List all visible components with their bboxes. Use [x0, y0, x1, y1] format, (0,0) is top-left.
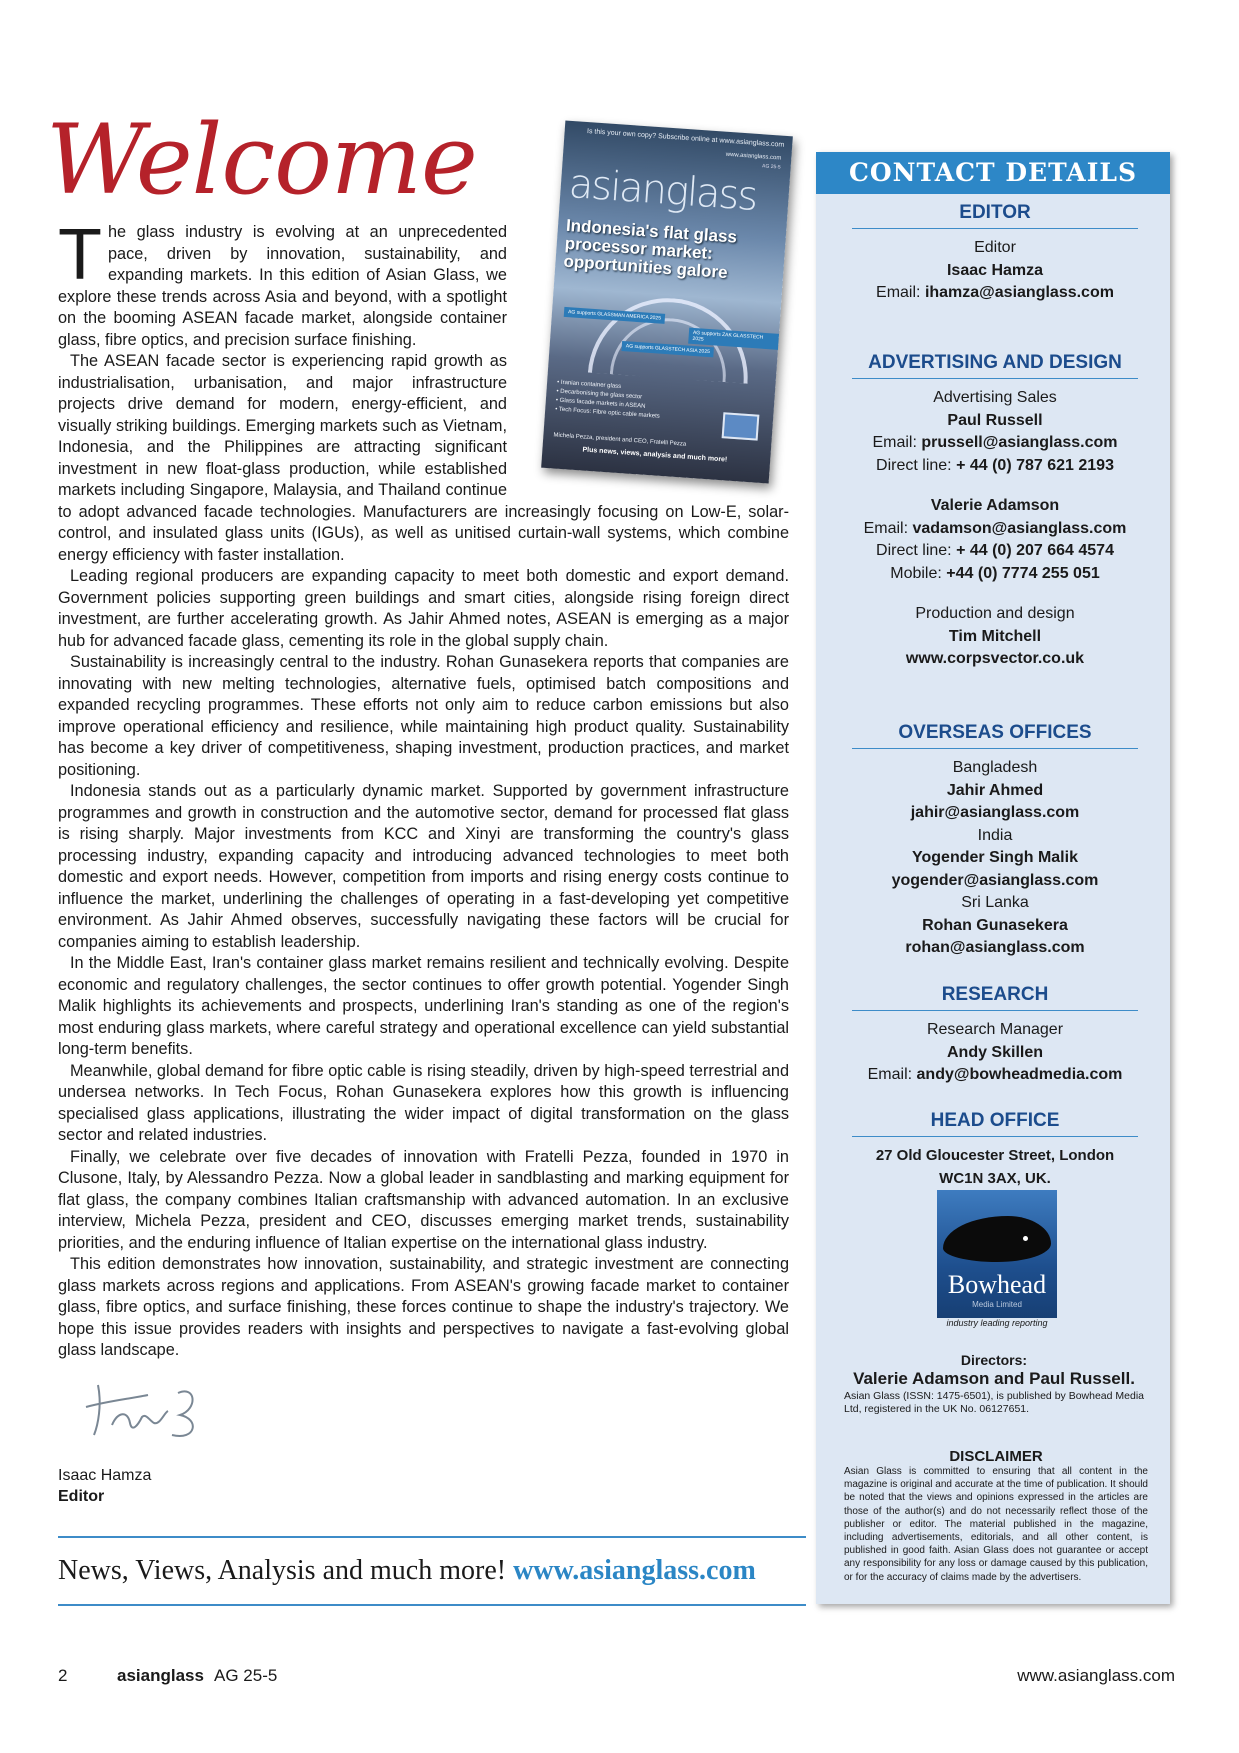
cover-bullet: • Tech Focus: Fibre optic cable markets	[555, 406, 660, 420]
production-website[interactable]: www.corpsvector.co.uk	[905, 650, 1085, 667]
article-paragraph: In the Middle East, Iran's container glass market remains resilient and technically evolving. Despite economic and regulatory challenges, the sector continues to offer growth potential. Yogender Singh Malik highlights its achievements and prospects, underlining Iran's standing as one of the region's most enduring glass markets, where careful strategy and operational excellence can yield substantial long-term benefits.	[58, 954, 789, 1058]
signer-name: Isaac Hamza	[58, 1467, 152, 1484]
logo-tagline: industry leading reporting	[946, 1318, 1048, 1328]
contact-details-panel	[816, 152, 1170, 1604]
welcome-heading: Welcome	[46, 104, 477, 216]
directors-section: Directors: Valerie Adamson and Paul Russell. Asian Glass (ISSN: 1475-6501), is published by Bowhead Media Ltd, registered in the UK No. 06127651.	[844, 1352, 1144, 1415]
editorial-article	[58, 215, 789, 1362]
article-paragraph: Sustainability is increasingly central to the industry. Rohan Gunasekera reports that companies are innovating with new melting technologies, alternative fuels, optimised batch compositions and expanded recycling programmes. These efforts not only aim to reduce carbon emissions but also improve operational efficiency and resilience, while maintaining high product quality. Sustainability has become a key driver of competitiveness, shaping investment, production practices, and market positioning.	[58, 653, 789, 779]
cover-float-spacer	[507, 222, 789, 482]
research-email[interactable]: andy@bowheadmedia.com	[916, 1066, 1123, 1083]
tagline: News, Views, Analysis and much more! www.asianglass.com	[58, 1555, 756, 1586]
editor-signature-image	[68, 1365, 274, 1447]
cover-plus-line: Plus news, views, analysis and much more!	[582, 446, 728, 464]
section-title: RESEARCH	[852, 984, 1138, 1011]
cover-bullet: • Iranian container glass	[556, 379, 622, 390]
advertising-section: ADVERTISING AND DESIGN Advertising Sales Paul Russell Email: prussell@asianglass.com Direct line: + 44 (0) 787 621 2193 Valerie Adamson Email: vadamson@asianglass.com Direct line: + 44 (0) 207 664 4574 Mobile: +44 (0) 7774 255 051 Production and design Tim Mitchell www.corpsvector.co.uk	[852, 352, 1138, 671]
cover-tag-1: AG supports GLASSMAN AMERICA 2025	[564, 307, 666, 324]
cover-interview-line: Michela Pezza, president and CEO, Fratelli Pezza	[553, 432, 687, 448]
overseas-email[interactable]: yogender@asianglass.com	[891, 871, 1099, 889]
whale-icon	[943, 1216, 1051, 1262]
footer-issue: AG 25-5	[214, 1666, 278, 1685]
footer-url[interactable]: www.asianglass.com	[1017, 1666, 1175, 1685]
section-title: HEAD OFFICE	[852, 1110, 1138, 1137]
bowhead-logo: Bowhead Media Limited	[937, 1190, 1057, 1318]
sales-email[interactable]: prussell@asianglass.com	[921, 434, 1118, 451]
cover-headline: Indonesia's flat glass processor market: opportunities galore	[562, 215, 738, 282]
cover-url: www.asianglass.com	[725, 151, 782, 162]
article-paragraph: The ASEAN facade sector is experiencing rapid growth as industrialisation, urbanisation, and major infrastructure projects drive demand for modern, energy-efficient, and visually striking buildings. Emerging markets such as Vietnam, Indonesia, and the Philippines are attracting significant investment in new float-glass production, while established markets including Singapore, Malaysia, and Thailand continue to adopt advanced facade technologies. Manufacturers are increasingly focusing on Low-E, solar-control, and insulated glass units (IGUs), as well as unitised curtain-wall systems, which combine energy efficiency with faster installation.	[58, 352, 789, 564]
section-title: ADVERTISING AND DESIGN	[852, 352, 1138, 379]
whale-eye-icon	[1023, 1236, 1028, 1241]
cover-bullet: • Decarbonising the glass sector	[556, 388, 643, 401]
adamson-email[interactable]: vadamson@asianglass.com	[912, 519, 1127, 537]
article-paragraph: The glass industry is evolving at an unprecedented pace, driven by innovation, sustainability, and expanding markets. In this edition of Asian Glass, we explore these trends across Asia and beyond, with a spotlight on the booming ASEAN facade market, alongside container glass, fibre optics, and precision surface finishing.	[58, 215, 507, 349]
cover-logo: asianglass	[567, 160, 758, 220]
section-title: EDITOR	[852, 202, 1138, 229]
article-paragraph: Indonesia stands out as a particularly dynamic market. Supported by government infrastructure programmes and growth in construction and the automotive sector, demand for processed flat glass is rising sharply. Major investments from KCC and Xinyi are transforming the country's glass processing industry, expanding capacity and introducing advanced technologies to meet both domestic and export needs. However, competition from imports and rising energy costs continue to influence the market, underlining the challenges of operating in a fast-developing yet competitive environment. As Jahir Ahmed observes, successfully navigating these factors will be crucial for companies aiming to establish leadership.	[58, 782, 789, 951]
overseas-email[interactable]: jahir@asianglass.com	[910, 804, 1080, 821]
article-paragraph: Leading regional producers are expanding capacity to meet both domestic and export demand. Government policies supporting green buildings and smart cities, alongside rising foreign direct investment, are further accelerating growth. As Jahir Ahmed notes, ASEAN is emerging as a major hub for advanced facade glass, cementing its role in the global supply chain.	[58, 567, 789, 650]
research-section: RESEARCH Research Manager Andy Skillen Email: andy@bowheadmedia.com	[852, 984, 1138, 1087]
page-number: 2	[58, 1666, 68, 1685]
contact-details-title: CONTACT DETAILS	[816, 152, 1170, 194]
cover-issue: AG 25-5	[761, 163, 781, 171]
site-link[interactable]: www.asianglass.com	[513, 1555, 756, 1586]
signer-role: Editor	[58, 1488, 105, 1505]
cover-subscribe-line: Is this your own copy? Subscribe online at www.asianglass.com	[586, 128, 785, 149]
cover-bullet: • Glass facade markets in ASEAN	[555, 397, 646, 410]
article-paragraph: Meanwhile, global demand for fibre optic cable is rising steadily, driven by high-speed terrestrial and undersea networks. In Tech Focus, Rohan Gunasekera explores how this growth is influencing specialised glass applications, illustrating the wider impact of digital transformation on the glass sector and related industries.	[58, 1061, 789, 1144]
editor-email[interactable]: ihamza@asianglass.com	[924, 284, 1114, 301]
divider	[58, 1536, 806, 1538]
divider	[58, 1604, 806, 1606]
overseas-email[interactable]: rohan@asianglass.com	[905, 939, 1085, 956]
head-office-section: HEAD OFFICE 27 Old Gloucester Street, London WC1N 3AX, UK.	[852, 1110, 1138, 1190]
overseas-section: OVERSEAS OFFICES Bangladesh Jahir Ahmed jahir@asianglass.com India Yogender Singh Malik yogender@asianglass.com Sri Lanka Rohan Gunasekera rohan@asianglass.com	[852, 722, 1138, 960]
drop-cap: T	[58, 215, 102, 295]
section-title: OVERSEAS OFFICES	[852, 722, 1138, 749]
article-paragraph: This edition demonstrates how innovation, sustainability, and strategic investment are connecting glass markets across regions and applications. From ASEAN's growing facade market to container glass, fibre optics, and surface finishing, these forces continue to shape the industry's trajectory. We hope this issue provides readers with insights and perspectives to navigate a fast-evolving global glass landscape.	[58, 1255, 789, 1359]
cover-tag-2: AG supports ZAK GLASSTECH 2025	[688, 328, 779, 350]
disclaimer-section: DISCLAIMER Asian Glass is committed to ensuring that all content in the magazine is original and accurate at the time of publication. It should be noted that the views and opinions expressed in the articles are those of the author(s) and do not necessarily reflect those of the publisher or editor. The material published in the magazine, including advertisements, editorials, and all other content, is published in good faith. Asian Glass does not guarantee or accept any responsibility for any loss or damage caused by this publication, or for the accuracy of claims made by the advertisers.	[844, 1448, 1148, 1583]
footer-brand: asianglass	[117, 1666, 204, 1685]
cover-tag-3: AG supports GLASSTECH ASIA 2025	[621, 341, 714, 357]
editor-section: EDITOR Editor Isaac Hamza Email: ihamza@asianglass.com	[852, 202, 1138, 305]
article-paragraph: Finally, we celebrate over five decades of innovation with Fratelli Pezza, founded in 1970 in Clusone, Italy, by Alessandro Pezza. Now a global leader in sandblasting and marking equipment for flat glass, the company combines Italian craftsmanship with advanced automation. In an exclusive interview, Michela Pezza, president and CEO, discusses emerging market trends, sustainability priorities, and the enduring influence of Italian expertise on the international glass industry.	[58, 1147, 789, 1252]
